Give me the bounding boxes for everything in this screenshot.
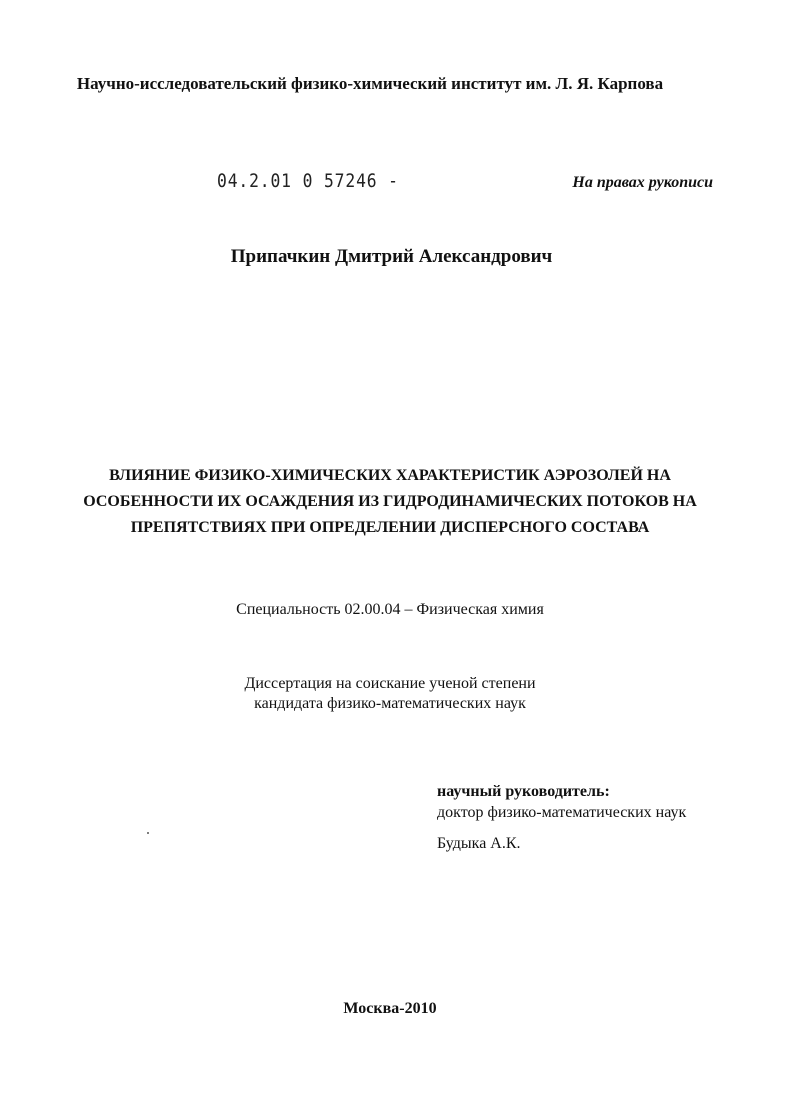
title-line: ОСОБЕННОСТИ ИХ ОСАЖДЕНИЯ ИЗ ГИДРОДИНАМИЧЕСКИХ ПОТОКОВ НА	[83, 493, 697, 510]
dissertation-degree	[0, 674, 780, 714]
institute-name: Научно-исследовательский физико-химический институт им. Л. Я. Карпова	[76, 74, 664, 93]
title-line: ВЛИЯНИЕ ФИЗИКО-ХИМИЧЕСКИХ ХАРАКТЕРИСТИК АЭРОЗОЛЕЙ НА	[109, 467, 671, 484]
title-line: ПРЕПЯТСТВИЯХ ПРИ ОПРЕДЕЛЕНИИ ДИСПЕРСНОГО СОСТАВА	[130, 519, 650, 536]
specialty-line: Специальность 02.00.04 – Физическая химия	[236, 601, 544, 618]
scan-speck	[147, 832, 149, 834]
dissertation-line-1: Диссертация на соискание ученой степени	[244, 675, 536, 692]
registration-stamp-number: 04.2.01 0 57246 -	[217, 170, 399, 192]
city-year: Москва-2010	[343, 1000, 437, 1017]
dissertation-line-2: кандидата физико-математических наук	[254, 695, 526, 712]
supervisor-label: научный руководитель:	[437, 783, 610, 800]
author-name: Припачкин Дмитрий Александрович	[230, 246, 553, 267]
supervisor-degree: доктор физико-математических наук	[437, 804, 687, 821]
supervisor-name: Будыка А.К.	[437, 835, 521, 852]
dissertation-title	[60, 463, 720, 541]
supervisor-block	[437, 781, 686, 854]
manuscript-rights-note: На правах рукописи	[572, 174, 713, 191]
